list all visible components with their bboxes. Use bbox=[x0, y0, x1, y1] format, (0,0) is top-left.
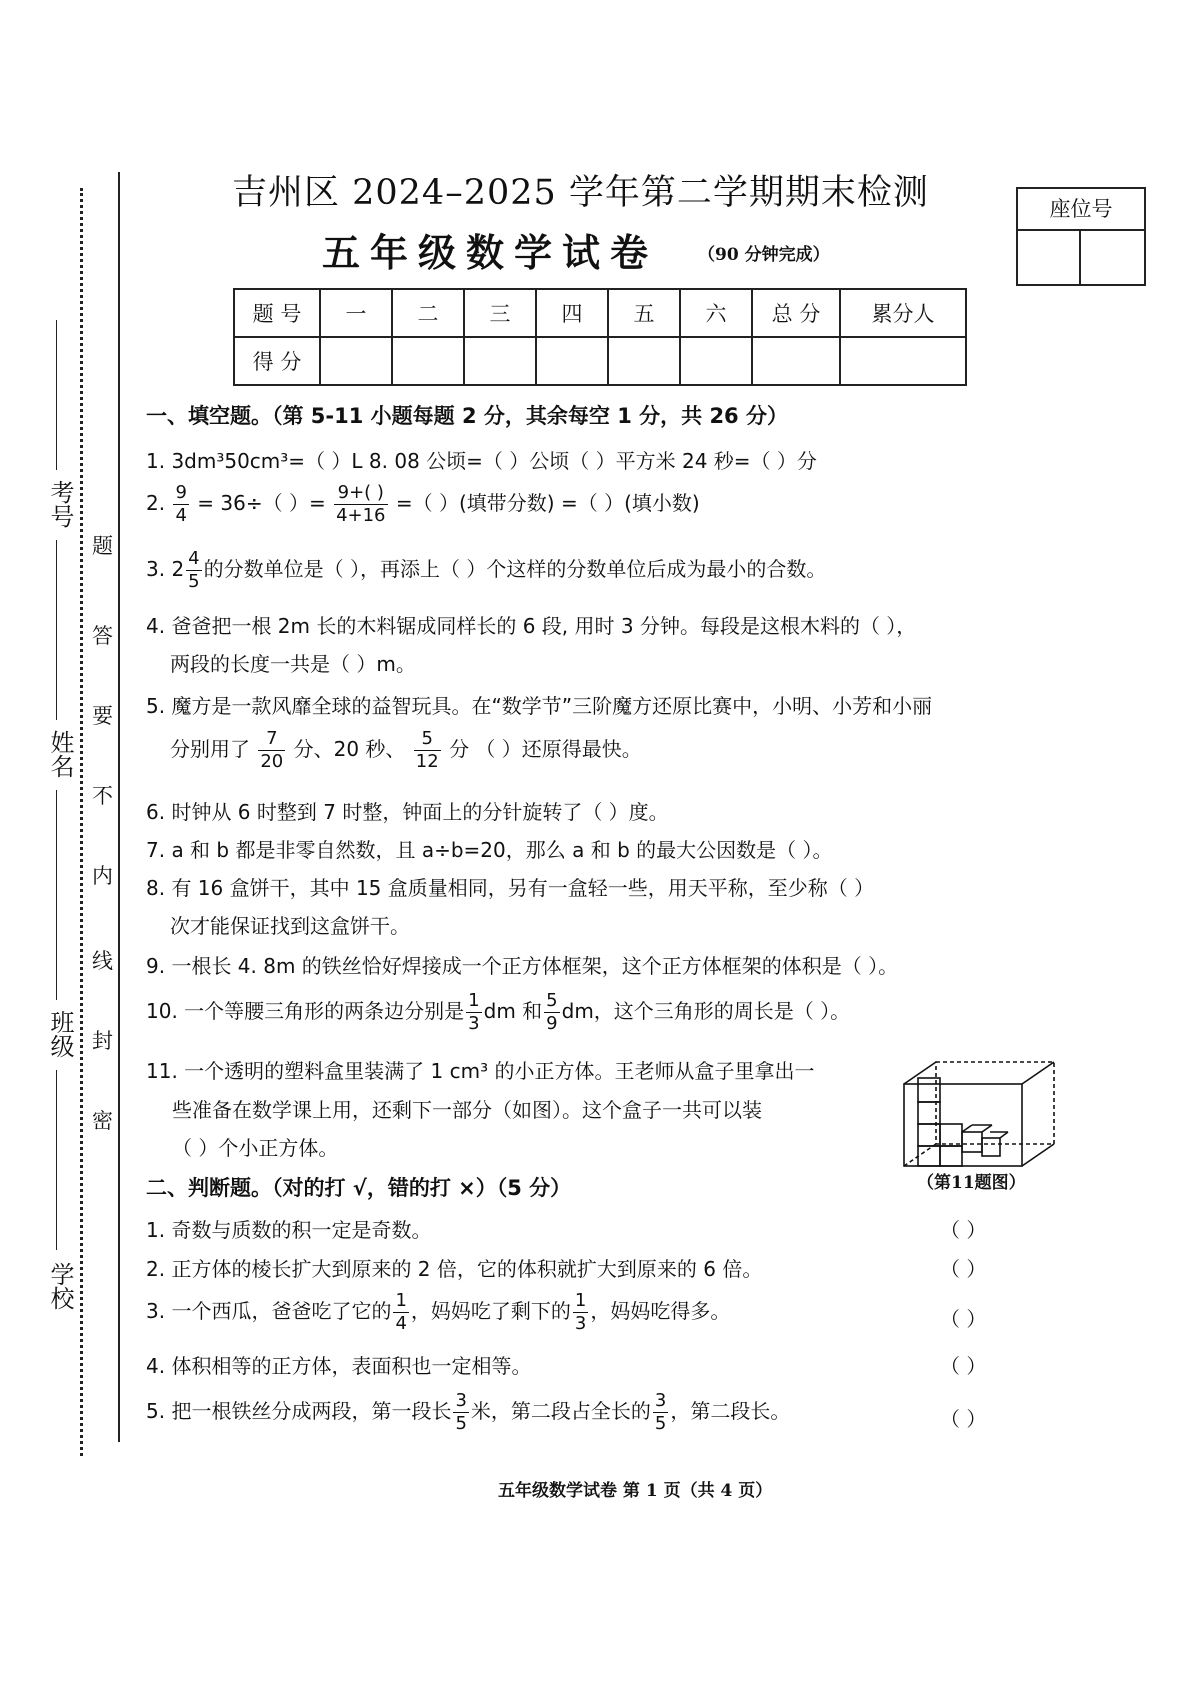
score-table bbox=[233, 288, 967, 386]
question-5-line2 bbox=[170, 728, 642, 773]
question-text: 分 （ ）还原得最快。 bbox=[449, 737, 642, 761]
section2-heading: 二、判断题。（对的打 √，错的打 ×）（5 分） bbox=[146, 1176, 572, 1200]
question-4-line2: 两段的长度一共是（ ）m。 bbox=[170, 652, 416, 676]
score-row-label: 得 分 bbox=[234, 337, 320, 385]
seal-char: 密 bbox=[92, 1109, 113, 1133]
question-8-line2: 次才能保证找到这盒饼干。 bbox=[170, 914, 410, 938]
question-text: =（ ）(填带分数) =（ ）(填小数) bbox=[395, 491, 700, 515]
fraction: $\frac{3}{5}$ bbox=[654, 1390, 667, 1434]
question-2 bbox=[146, 482, 700, 527]
score-header-cell: 题 号 bbox=[234, 289, 320, 337]
question-text: 的分数单位是（ ），再添上（ ）个这样的分数单位后成为最小的合数。 bbox=[203, 557, 827, 581]
question-11-line1: 11. 一个透明的塑料盒里装满了 1 cm³ 的小正方体。王老师从盒子里拿出一 bbox=[146, 1059, 815, 1083]
question-11-line2: 些准备在数学课上用，还剩下一部分（如图）。这个盒子一共可以装 bbox=[172, 1098, 762, 1122]
judge-item-1: 1. 奇数与质数的积一定是奇数。 bbox=[146, 1218, 432, 1242]
fraction: $\frac{1}{3}$ bbox=[574, 1290, 587, 1334]
school-line bbox=[56, 1070, 57, 1250]
seal-char: 要 bbox=[92, 704, 113, 728]
seal-char: 线 bbox=[92, 949, 113, 973]
score-header-cell: 总 分 bbox=[752, 289, 840, 337]
score-header-cell: 一 bbox=[320, 289, 392, 337]
fraction: $\frac{1}{4}$ bbox=[395, 1290, 407, 1334]
fraction: $\frac{5}{12}$ bbox=[415, 728, 439, 772]
question-9: 9. 一根长 4. 8m 的铁丝恰好焊接成一个正方体框架，这个正方体框架的体积是（ ）。 bbox=[146, 954, 899, 978]
score-cell[interactable] bbox=[536, 337, 608, 385]
question-number: 2. bbox=[146, 491, 166, 515]
fraction: $\frac{3}{5}$ bbox=[455, 1390, 467, 1434]
question-text: 分别用了 bbox=[170, 737, 250, 761]
question-text: ，妈妈吃了剩下的 bbox=[410, 1299, 571, 1323]
question-text: ，第二段长。 bbox=[670, 1399, 791, 1423]
question-6: 6. 时钟从 6 时整到 7 时整，钟面上的分针旋转了（ ）度。 bbox=[146, 800, 669, 824]
score-header-cell: 五 bbox=[608, 289, 680, 337]
question-text: 分、20 秒、 bbox=[293, 737, 406, 761]
question-text: 米，第二段占全长的 bbox=[470, 1399, 651, 1423]
binding-dotted-line bbox=[80, 188, 83, 1456]
answer-paren[interactable]: （ ） bbox=[940, 1218, 987, 1242]
question-text: 10. 一个等腰三角形的两条边分别是 bbox=[146, 999, 465, 1023]
name-label: 姓名 bbox=[46, 730, 74, 778]
score-cell[interactable] bbox=[752, 337, 840, 385]
score-cell[interactable] bbox=[840, 337, 966, 385]
seat-number-label: 座位号 bbox=[1018, 189, 1144, 231]
school-label: 学校 bbox=[46, 1262, 74, 1310]
seal-char: 题 bbox=[92, 534, 113, 558]
question-text: 5. 把一根铁丝分成两段，第一段长 bbox=[146, 1399, 452, 1423]
figure-caption: （第11题图） bbox=[917, 1173, 1026, 1193]
fraction: $\frac{1}{3}$ bbox=[468, 990, 480, 1034]
judge-item-5 bbox=[146, 1390, 790, 1435]
score-table-score-row bbox=[234, 337, 966, 385]
judge-item-2: 2. 正方体的棱长扩大到原来的 2 倍，它的体积就扩大到原来的 6 倍。 bbox=[146, 1257, 763, 1281]
score-cell[interactable] bbox=[608, 337, 680, 385]
fraction: $\frac{5}{9}$ bbox=[546, 990, 558, 1034]
class-label: 班级 bbox=[46, 1010, 74, 1058]
fraction: $\frac{9}{4}$ bbox=[175, 482, 187, 526]
question-10 bbox=[146, 990, 850, 1035]
question-text: 3. 一个西瓜，爸爸吃了它的 bbox=[146, 1299, 392, 1323]
score-cell[interactable] bbox=[392, 337, 464, 385]
score-header-cell: 三 bbox=[464, 289, 536, 337]
class-line bbox=[56, 790, 57, 1000]
question-1: 1. 3dm³50cm³=（ ）L 8. 08 公顷=（ ）公顷（ ）平方米 24 秒=（ ）分 bbox=[146, 449, 817, 473]
exam-no-line bbox=[56, 320, 57, 470]
answer-paren[interactable]: （ ） bbox=[940, 1257, 987, 1281]
question-3 bbox=[146, 548, 826, 593]
score-cell[interactable] bbox=[464, 337, 536, 385]
question-11-line3: （ ）个小正方体。 bbox=[172, 1136, 339, 1160]
question-text: dm 和 bbox=[483, 999, 543, 1023]
judge-item-3 bbox=[146, 1290, 730, 1335]
score-cell[interactable] bbox=[320, 337, 392, 385]
score-header-cell: 二 bbox=[392, 289, 464, 337]
score-table-header-row bbox=[234, 289, 966, 337]
question-number: 3. 2 bbox=[146, 557, 185, 581]
seal-char: 内 bbox=[92, 864, 113, 888]
seat-number-box bbox=[1016, 187, 1146, 286]
question-text: dm，这个三角形的周长是（ ）。 bbox=[561, 999, 851, 1023]
name-line bbox=[56, 540, 57, 720]
judge-item-4: 4. 体积相等的正方体，表面积也一定相等。 bbox=[146, 1354, 532, 1378]
question-text: ，妈妈吃得多。 bbox=[590, 1299, 731, 1323]
answer-paren[interactable]: （ ） bbox=[940, 1307, 987, 1331]
fraction: $\frac{9+( )}{4+16}$ bbox=[336, 482, 386, 526]
seal-char: 封 bbox=[92, 1029, 113, 1053]
cube-box-figure bbox=[900, 1058, 1060, 1170]
question-4-line1: 4. 爸爸把一根 2m 长的木料锯成同样长的 6 段, 用时 3 分钟。每段是这根木料的（ ）， bbox=[146, 614, 917, 638]
question-8-line1: 8. 有 16 盒饼干，其中 15 盒质量相同，另有一盒轻一些，用天平称，至少称（ ） bbox=[146, 876, 875, 900]
fraction: $\frac{7}{20}$ bbox=[260, 728, 284, 772]
time-note: （90 分钟完成） bbox=[698, 245, 830, 265]
question-5-line1: 5. 魔方是一款风靡全球的益智玩具。在“数学节”三阶魔方还原比赛中，小明、小芳和小丽 bbox=[146, 694, 933, 718]
binding-solid-line bbox=[118, 172, 120, 1442]
fraction: $\frac{4}{5}$ bbox=[188, 548, 200, 592]
seal-char: 答 bbox=[92, 624, 113, 648]
score-header-cell: 累分人 bbox=[840, 289, 966, 337]
exam-title: 吉州区 2024–2025 学年第二学期期末检测 bbox=[232, 173, 929, 213]
answer-paren[interactable]: （ ） bbox=[940, 1407, 987, 1431]
score-header-cell: 四 bbox=[536, 289, 608, 337]
question-text: = 36÷（ ）= bbox=[197, 491, 326, 515]
answer-paren[interactable]: （ ） bbox=[940, 1354, 987, 1378]
score-header-cell: 六 bbox=[680, 289, 752, 337]
score-cell[interactable] bbox=[680, 337, 752, 385]
question-7: 7. a 和 b 都是非零自然数，且 a÷b=20，那么 a 和 b 的最大公因数是（ ）。 bbox=[146, 838, 833, 862]
seal-char: 不 bbox=[92, 784, 113, 808]
exam-no-label: 考号 bbox=[46, 480, 74, 528]
exam-subtitle: 五年级数学试卷 bbox=[322, 231, 659, 275]
page-footer: 五年级数学试卷 第 1 页（共 4 页） bbox=[498, 1481, 773, 1501]
section1-heading: 一、填空题。（第 5-11 小题每题 2 分，其余每空 1 分，共 26 分） bbox=[146, 404, 788, 428]
